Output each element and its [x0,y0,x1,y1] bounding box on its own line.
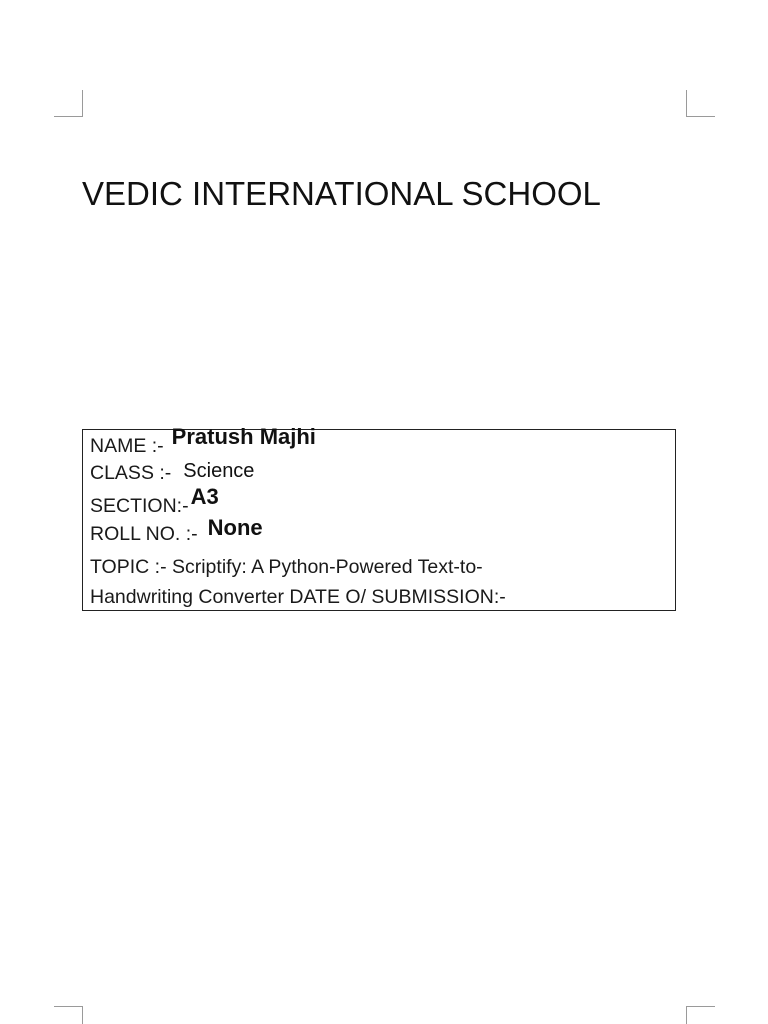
crop-mark-top-left [54,90,83,117]
topic-text [90,552,650,612]
name-value: Pratush Majhi [171,424,316,449]
class-label: CLASS :- [90,462,172,484]
crop-mark-bottom-left [54,1006,83,1024]
crop-mark-bottom-right [686,1006,715,1024]
name-label: NAME :- [90,435,164,457]
school-title: VEDIC INTERNATIONAL SCHOOL [82,175,601,212]
roll-row [90,517,263,543]
topic-line-2: Handwriting Converter DATE O/ SUBMISSION:- [90,586,506,608]
topic-line-1: TOPIC :- Scriptify: A Python-Powered Text-to- [90,556,483,578]
roll-value: None [207,515,263,540]
section-label: SECTION:- [90,495,189,517]
crop-mark-top-right [686,90,715,117]
student-info-box [82,424,676,611]
class-row [90,462,254,485]
section-value: A3 [190,484,219,509]
section-row [90,484,219,517]
name-row [90,424,316,457]
roll-label: ROLL NO. :- [90,523,198,545]
class-value: Science [183,460,255,482]
